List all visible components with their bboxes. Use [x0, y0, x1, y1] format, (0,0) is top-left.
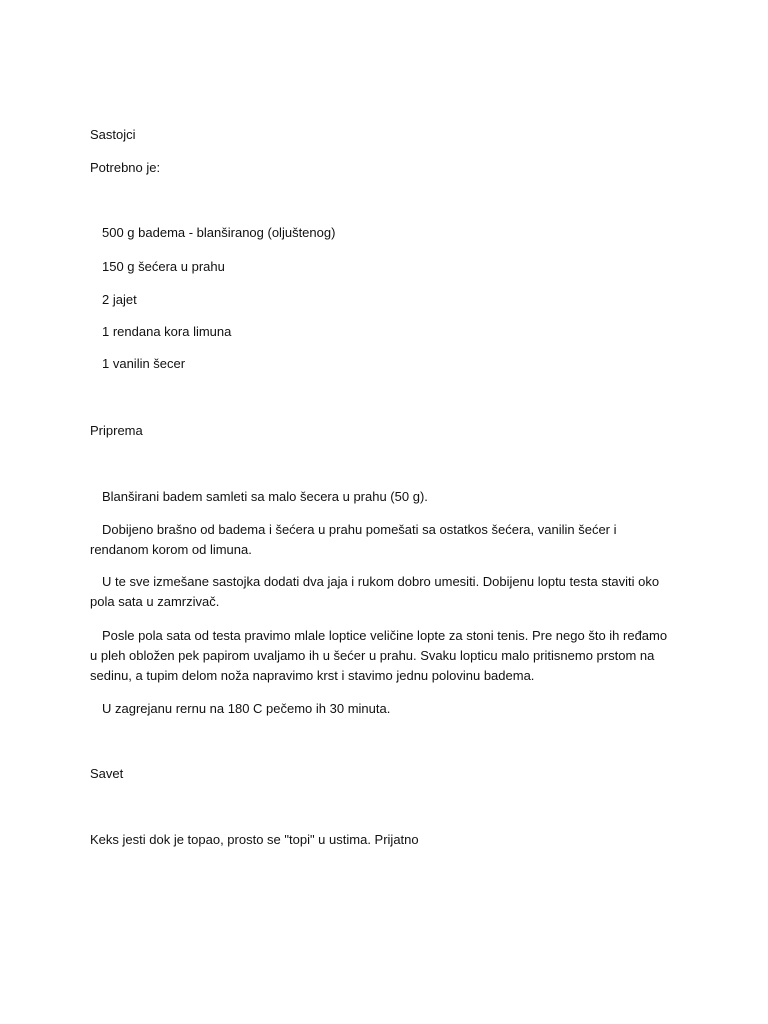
ingredient-item: 500 g badema - blanširanog (oljuštenog)	[102, 225, 336, 240]
preparation-step: Dobijeno brašno od badema i šećera u prahu pomešati sa ostatkos šećera, vanilin šećer i rendanom korom od limuna.	[90, 522, 617, 557]
preparation-heading: Priprema	[90, 423, 143, 438]
ingredients-heading: Sastojci	[90, 127, 136, 142]
ingredient-item: 2 jajet	[102, 292, 137, 307]
preparation-step: U zagrejanu rernu na 180 C pečemo ih 30 minuta.	[102, 701, 391, 716]
tip-heading: Savet	[90, 766, 124, 781]
tip-text: Keks jesti dok je topao, prosto se "topi" u ustima. Prijatno	[90, 832, 419, 847]
ingredient-item: 1 vanilin šecer	[102, 356, 186, 371]
preparation-step: Blanširani badem samleti sa malo šecera u prahu (50 g).	[102, 489, 428, 504]
preparation-step: Posle pola sata od testa pravimo mlale loptice veličine lopte za stoni tenis. Pre nego što ih ređamo u pleh obložen pek papirom uvaljamo ih u šećer u prahu. Svaku lopticu malo pritisnemo prstom na sedinu, a tupim delom noža napravimo krst i stavimo jednu polovinu badema.	[90, 628, 668, 683]
ingredient-item: 150 g šećera u prahu	[102, 259, 225, 274]
ingredient-item: 1 rendana kora limuna	[102, 324, 232, 339]
preparation-step: U te sve izmešane sastojka dodati dva jaja i rukom dobro umesiti. Dobijenu loptu testa staviti oko pola sata u zamrzivač.	[90, 574, 660, 609]
needed-heading: Potrebno je:	[90, 160, 161, 175]
